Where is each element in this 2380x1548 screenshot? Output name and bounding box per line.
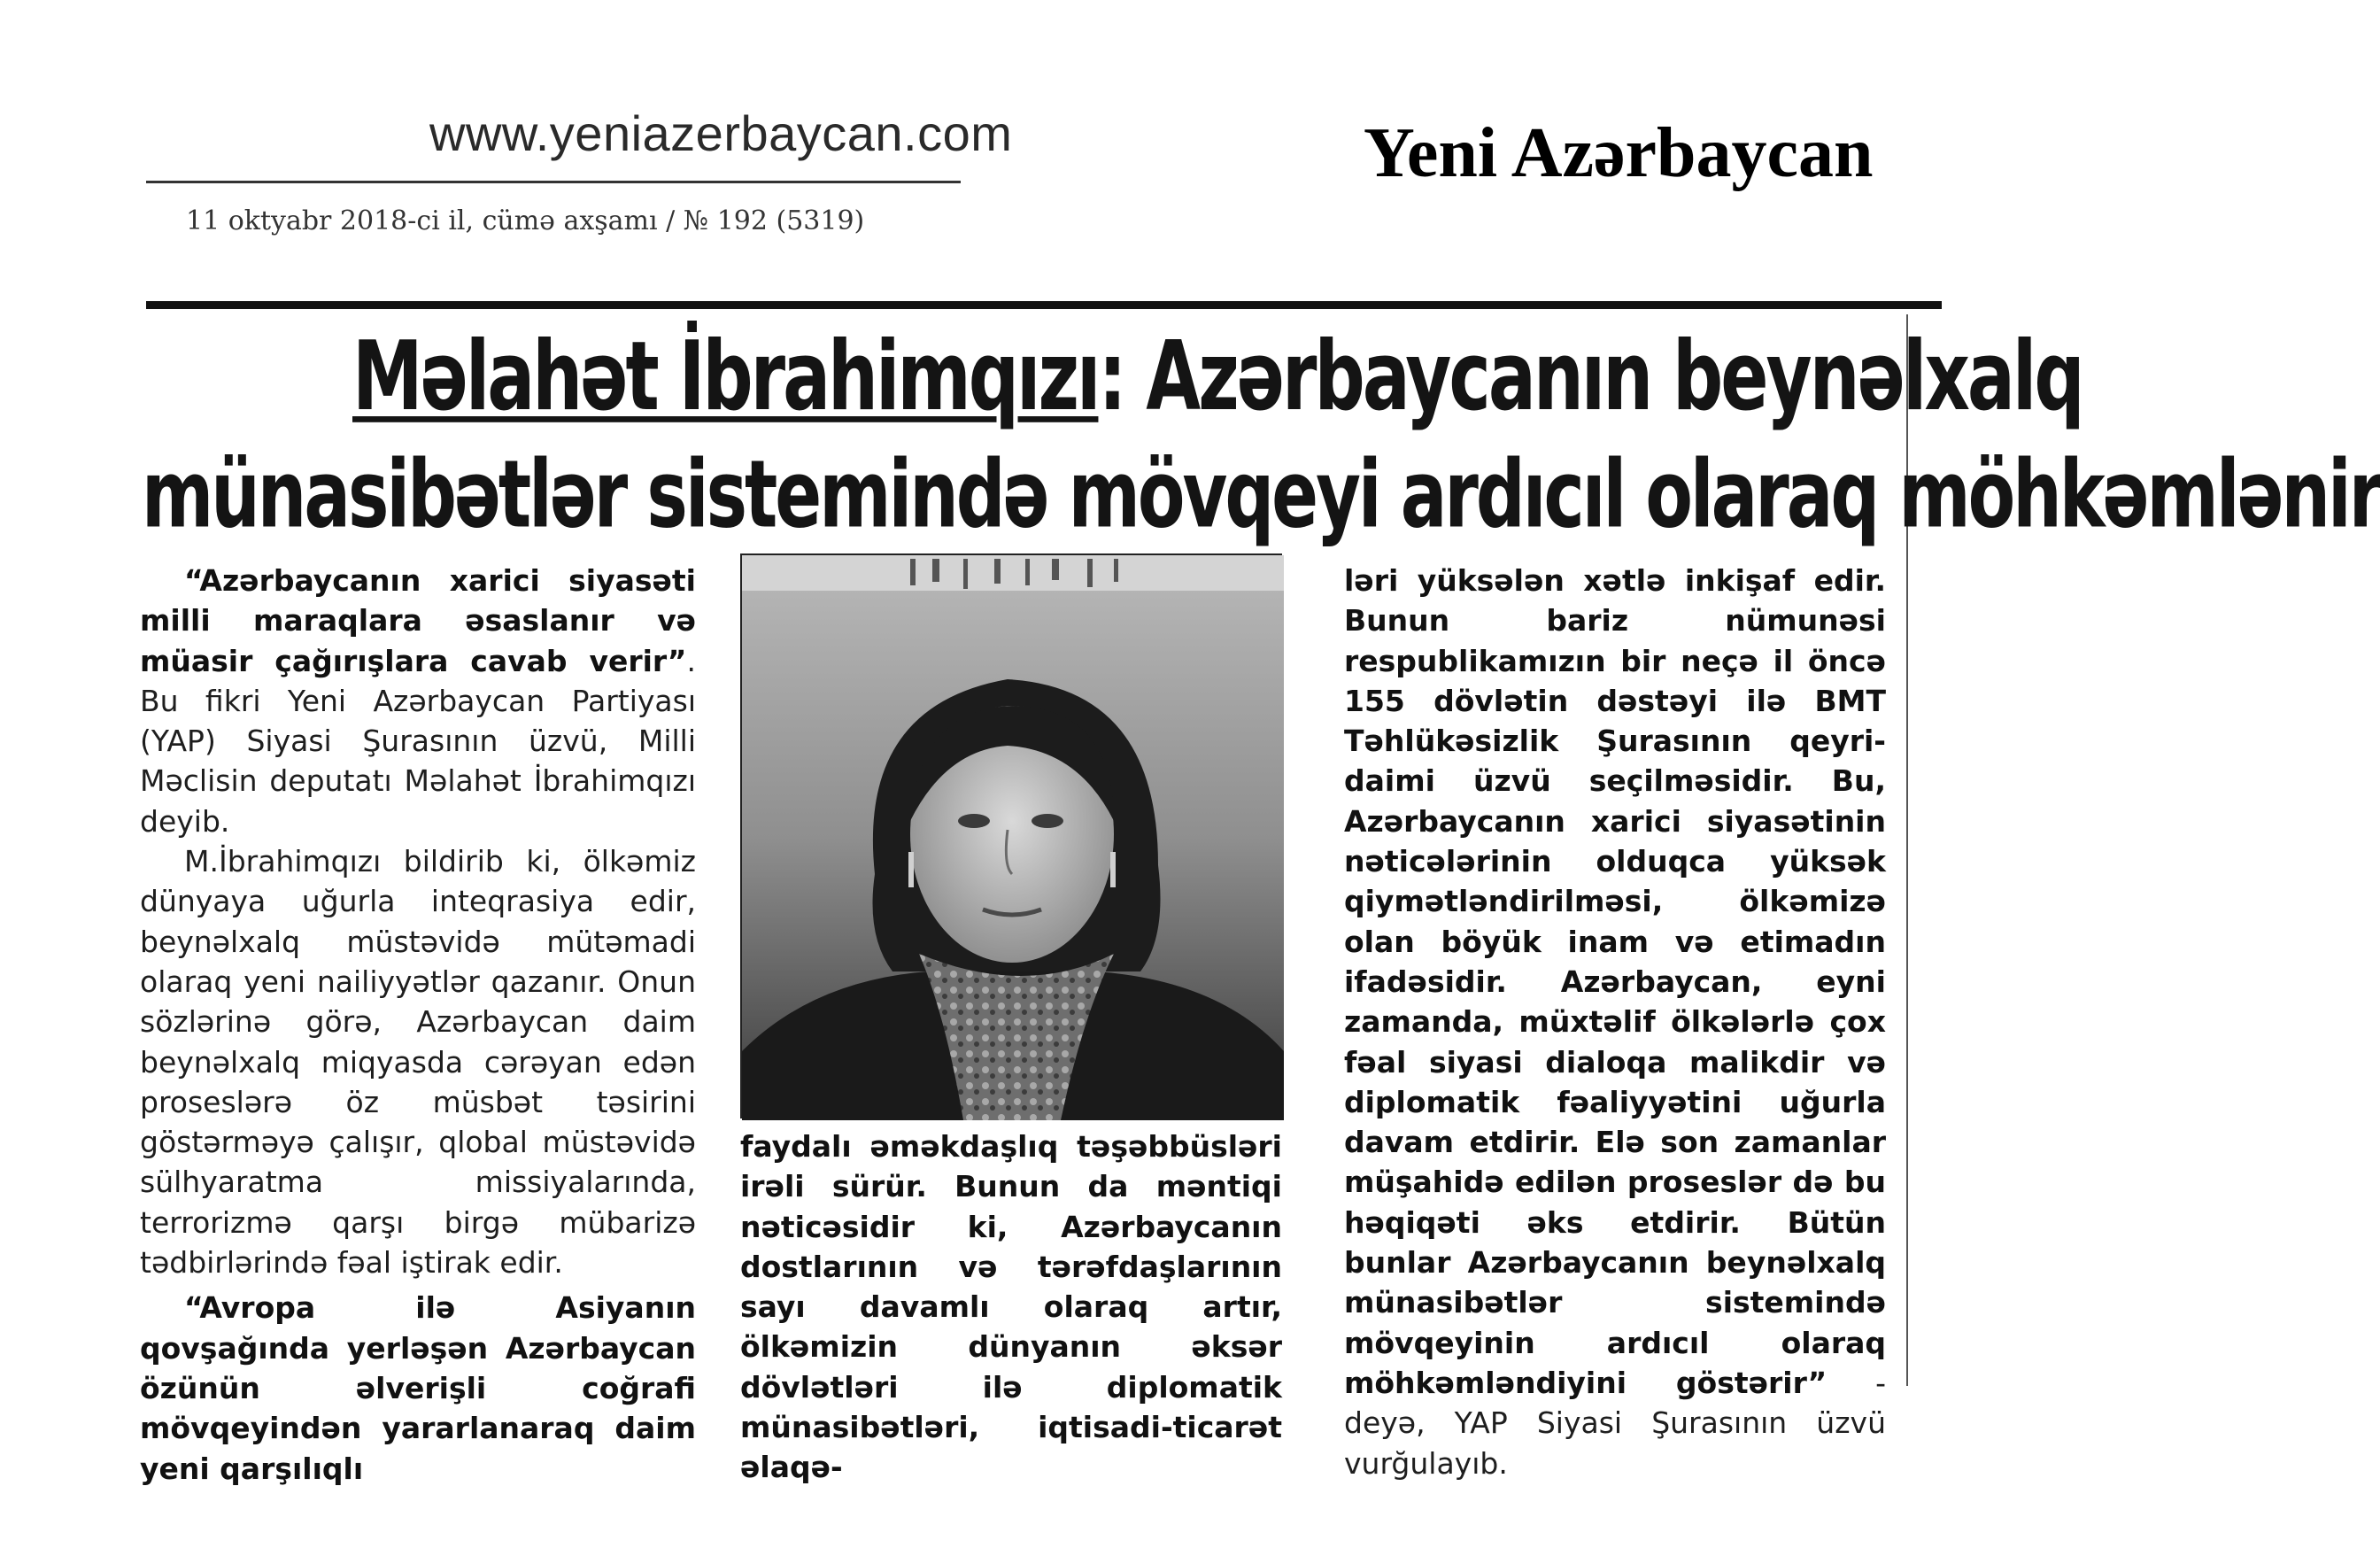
article-column-3 <box>1344 561 1886 1483</box>
quote-text: “Avropa ilə Asiyanın qovşağında yerləşən Azərbaycan özünün əlverişli coğrafi mövqeyindən yararlanaraq daim yeni qarşılıqlı <box>140 1290 696 1486</box>
paragraph <box>140 1288 696 1488</box>
quote-text: faydalı əməkdaşlıq təşəbbüsləri irəli sürür. Bunun da məntiqi nəticəsidir ki, Azərbaycanın dostlarının və tərəfdaşlarının sayı davamlı olaraq artır, ölkəmizin dünyanın əksər dövlətləri ilə diplomatik münasibətləri, iqtisadi-ticarət əlaqə- <box>740 1129 1282 1485</box>
article-top-rule <box>146 301 1942 309</box>
paragraph <box>1344 561 1886 1483</box>
quote-text: ləri yüksələn xətlə inkişaf edir. Bunun bariz nümunəsi respublikamızın bir neçə il öncə 155 dövlətin dəstəyi ilə BMT Təhlükəsizlik Şurasının qeyri-daimi üzvü seçilməsidir. Bu, Azərbaycanın xarici siyasətinin nəticələrinin olduqca yüksək qiymətləndirilməsi, ölkəmizə olan böyük inam və etimadın ifadəsidir. Azərbaycan, eyni zamanda, müxtəlif ölkələrlə çox fəal siyasi dialoqa malikdir və diplomatik fəaliyyətini uğurla davam etdirir. Elə son zamanlar müşahidə edilən proseslər də bu həqiqəti əks etdirir. Bütün bunlar Azərbaycanın beynəlxalq münasibətlər sistemində mövqeyinin ardıcıl olaraq möhkəmləndiyini göstərir” <box>1344 563 1886 1400</box>
paragraph <box>140 561 696 841</box>
headline-person-name: Məlahət İbrahimqızı <box>352 321 1099 432</box>
paragraph: M.İbrahimqızı bildirib ki, ölkəmiz dünyaya uğurla inteqrasiya edir, beynəlxalq müstəvidə mütəmadi olaraq yeni nailiyyətlər qazanır. Onun sözlərinə görə, Azərbaycan daim beynəlxalq miqyasda cərəyan edən proseslərə öz müsbət təsirini göstərməyə çalışır, qlobal müstəvidə sülhyaratma missiyalarında, terrorizmə qarşı birgə mübarizə tədbirlərində fəal iştirak edir. <box>140 844 696 1281</box>
article-column-1 <box>140 561 696 1489</box>
headline-line-1 <box>352 317 2082 437</box>
issue-date-line: 11 oktyabr 2018-ci il, cümə axşamı / № 192 (5319) <box>186 205 865 236</box>
portrait-photo-icon <box>740 553 1282 1118</box>
portrait-illustration <box>742 555 1284 1120</box>
article-column-2 <box>740 1126 1282 1488</box>
headline-line-2: münasibətlər sistemində mövqeyi ardıcıl olaraq möhkəmlənir <box>142 441 2380 550</box>
paragraph-text: . Bu fikri Yeni Azərbaycan Partiyası (YAP) Siyasi Şurasının üzvü, Milli Məclisin deputatı Məlahət İbrahimqızı deyib. <box>140 643 696 839</box>
paragraph <box>740 1126 1282 1488</box>
newspaper-name: Yeni Azərbaycan <box>1364 114 1874 192</box>
site-url: www.yeniazerbaycan.com <box>429 105 1013 161</box>
headline-line-1-rest: : Azərbaycanın beynəlxalq <box>1098 321 2082 432</box>
header-divider <box>146 181 961 183</box>
lead-quote: “Azərbaycanın xarici siyasəti milli maraqlara əsaslanır və müasir çağırışlara cavab verir” <box>140 563 696 678</box>
article-headline <box>142 317 2380 550</box>
paragraph-text: - deyə, YAP Siyasi Şurasının üzvü vurğulayıb. <box>1344 1365 1886 1481</box>
